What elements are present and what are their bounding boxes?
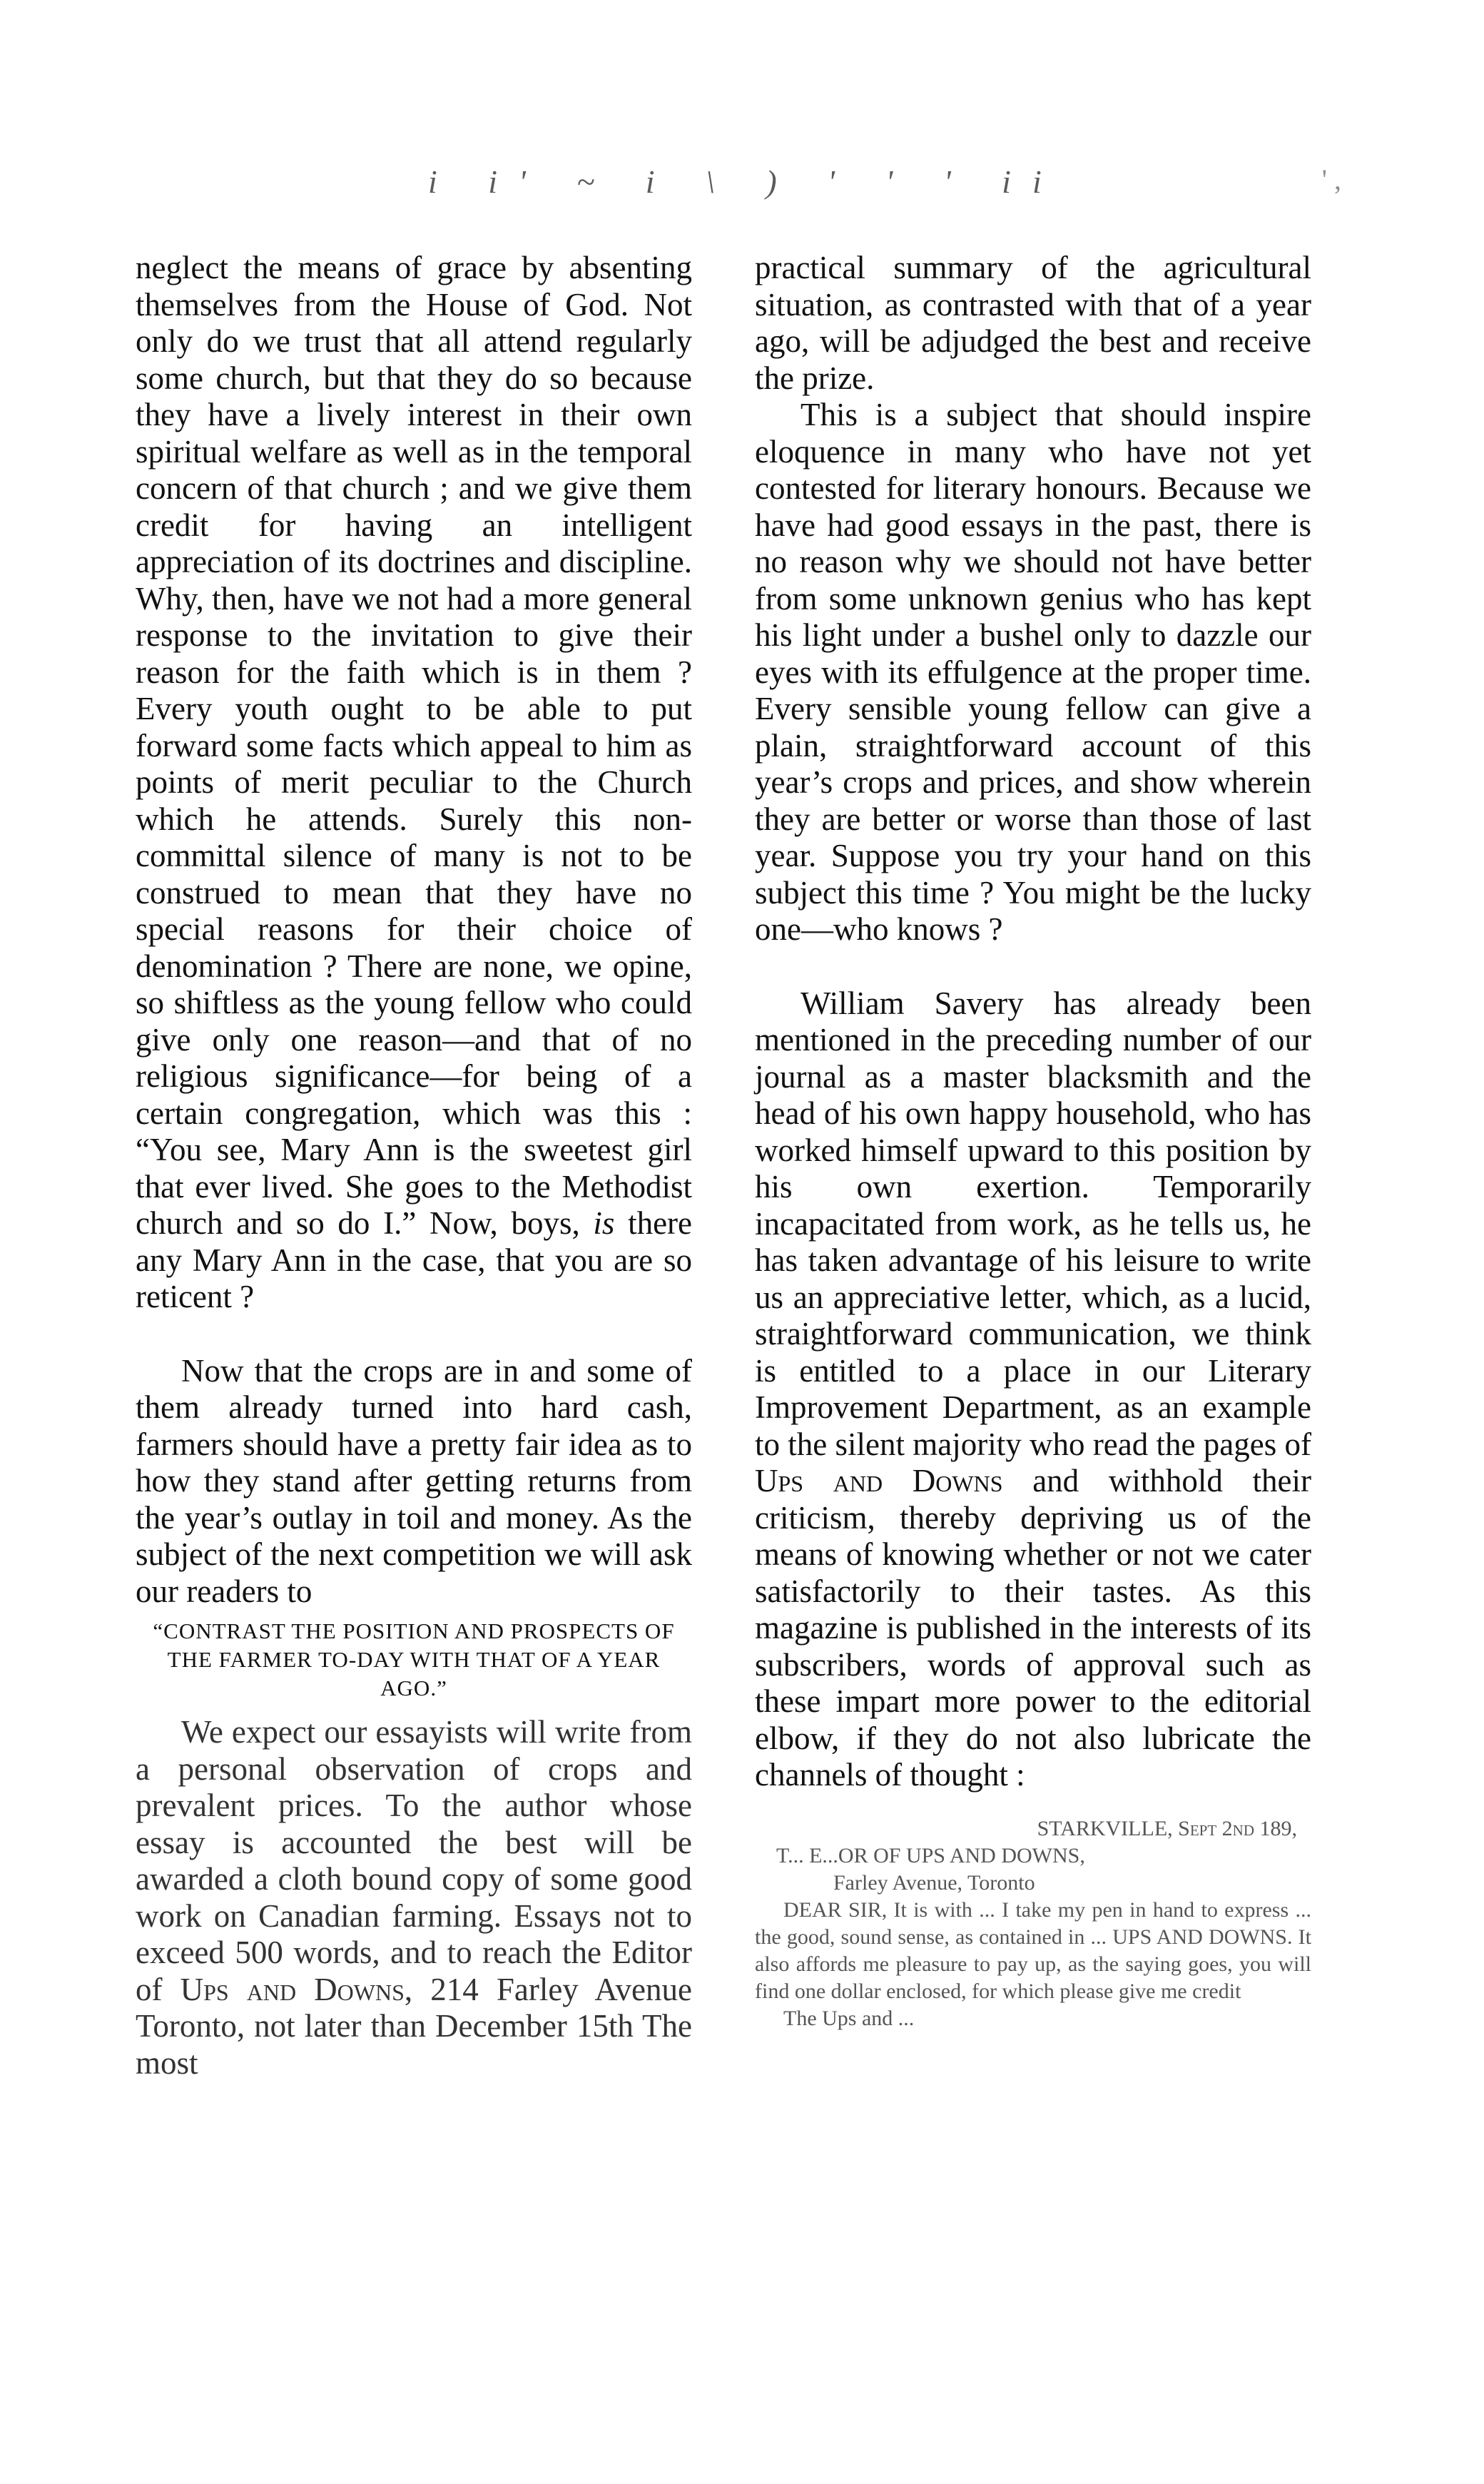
paragraph-crops: Now that the crops are in and some of them already turned into hard cash, farmers should have a pretty fair idea as to how they stand after getting returns from the year’s outlay in toil and money. As the subject of the next competition we will ask our readers to (136, 1352, 692, 1609)
competition-subject: “CONTRAST THE POSITION AND PROSPECTS OF THE FARMER TO-DAY WITH THAT OF A YEAR AGO.” (153, 1618, 675, 1700)
paragraph-text: William Savery has already been mentioned in the preceding number of our journal as a master blacksmith and the head of his own happy household, who has worked himself upward to this position by his own exertion. Temporarily incapacitated from work, as he tells us, he has taken advantage of his leisure to write us an appreciative letter, which, as a lucid, straightforward communication, we think is entitled to a place in our Literary Improvement Department, as an example to the silent majority who read the pages of (755, 985, 1311, 1462)
publication-name: Ups and Downs (180, 1971, 405, 2007)
paragraph-text: We expect our essayists will write from a personal observation of crops and prevalent prices. To the author whose essay is accounted the best will be awarded a cloth bound copy of some good work on Canadian farming. Essays not to exceed 500 words, and to reach the Editor of (136, 1714, 692, 2007)
letter-body: DEAR SIR, It is with ... I take my pen in hand to express ... the good, sound sense, as contained in ... UPS AND DOWNS. It also affords me pleasure to pay up, as the saying goes, you will find one dollar enclosed, for which please give me credit (755, 1897, 1311, 2003)
reader-letter (755, 1815, 1311, 2032)
paragraph-text: and withhold their criticism, thereby depriving us of the means of knowing whether or not we cater satisfactorily to their tastes. As this magazine is published in the interests of its subscribers, words of approval such as these impart more power to the editorial elbow, if they do not also lubricate the channels of thought : (755, 1463, 1311, 1793)
paragraph-text: neglect the means of grace by absenting themselves from the House of God. Not only do we trust that all attend regularly some church, but that they do so because they have a lively interest in their own spiritual welfare as well as in the temporal concern of that church ; and we give them credit for having an intelligent appreciation of its doctrines and discipline. Why, then, have we not had a more general response to the invitation to give their reason for the faith which is in them ? Every youth ought to be able to put forward some facts which appeal to him as points of merit peculiar to the Church which he attends. Surely this non-committal silence of many is not to be construed to mean that they have no special reasons for their choice of denomination ? There are none, we opine, so shiftless as the young fellow who could give only one reason—and that of no religious significance—for being of a certain congregation, which was this : “You see, Mary Ann is the sweetest girl that ever lived. She goes to the Methodist church and so do I.” Now, boys, (136, 250, 692, 1241)
italic-emphasis: is (593, 1205, 615, 1241)
page-number: ' , (1321, 163, 1341, 196)
left-column (136, 250, 692, 2082)
paragraph-church-attendance (136, 250, 692, 1316)
letter-dateline: STARKVILLE, Sept 2nd 189, (1037, 1816, 1297, 1840)
running-title: i i' ~ i \ ) ' ' ' ii (428, 163, 1063, 200)
letter-address: Farley Avenue, Toronto (833, 1870, 1035, 1895)
right-column (755, 250, 1311, 2032)
paragraph-william-savery (755, 985, 1311, 1794)
letter-addressee: T... E...OR OF UPS AND DOWNS, (776, 1843, 1085, 1867)
paragraph-text: , 214 Farley Avenue Toronto, not later than December 15th The most (136, 1971, 692, 2081)
paragraph-essay-rules (136, 1714, 692, 2082)
paragraph-prize: practical summary of the agricultural situation, as contrasted with that of a year ago, will be adjudged the best and receive the prize. (755, 250, 1311, 396)
letter-closing: The Ups and ... (783, 2006, 915, 2030)
paragraph-text: there any Mary Ann in the case, that you are so reticent ? (136, 1205, 693, 1314)
paragraph-eloquence: This is a subject that should inspire eloquence in many who have not yet contested for literary honours. Because we have had good essays in the past, there is no reason why we should not have better from some unknown genius who has kept his light under a bushel only to dazzle our eyes with its effulgence at the proper time. Every sensible young fellow can give a plain, straightforward account of this year’s crops and prices, and show wherein they are better or worse than those of last year. Suppose you try your hand on this subject this time ? You might be the lucky one—who knows ? (755, 397, 1311, 947)
publication-name: Ups and Downs (755, 1463, 1003, 1499)
